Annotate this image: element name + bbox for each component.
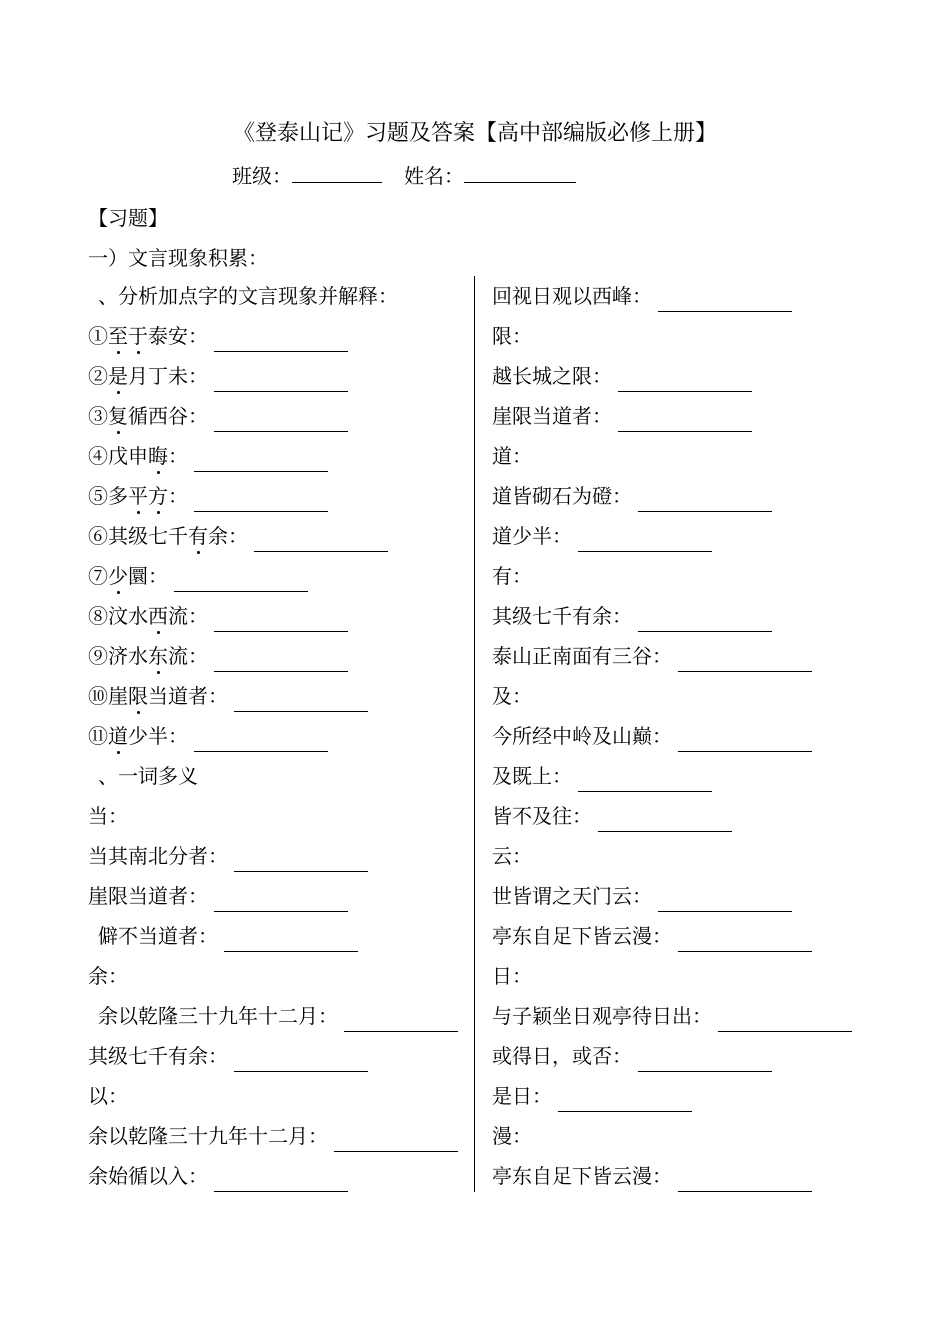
exercise-prompt: 道： (492, 444, 532, 468)
answer-blank[interactable] (598, 809, 732, 832)
answer-blank[interactable] (194, 729, 328, 752)
exercise-prompt: 日： (492, 964, 532, 988)
exercise-row (492, 640, 852, 680)
exercise-prompt: 有： (492, 564, 532, 588)
exercise-prompt: 回视日观以西峰： (492, 284, 652, 308)
exercise-prompt: 漫： (492, 1124, 532, 1148)
exercise-row (492, 1080, 852, 1120)
exercise-row (88, 280, 458, 320)
answer-blank[interactable] (678, 729, 812, 752)
answer-blank[interactable] (194, 449, 328, 472)
answer-blank[interactable] (678, 649, 812, 672)
exercise-row (492, 1160, 852, 1200)
left-column (88, 280, 458, 1200)
exercise-prompt: ⑤多平方： (88, 484, 188, 508)
exercise-prompt: 亭东自足下皆云漫： (492, 1164, 672, 1188)
exercise-row (88, 680, 458, 720)
answer-blank[interactable] (658, 289, 792, 312)
exercise-row (88, 440, 458, 480)
exercise-prompt: 其级七千有余： (88, 1044, 228, 1068)
exercise-row (492, 520, 852, 560)
exercise-row (492, 840, 852, 880)
answer-blank[interactable] (174, 569, 308, 592)
answer-blank[interactable] (658, 889, 792, 912)
exercise-row (88, 1000, 458, 1040)
exercise-row (88, 480, 458, 520)
exercise-row (88, 320, 458, 360)
exercise-prompt: 越长城之限： (492, 364, 612, 388)
exercise-row (88, 760, 458, 800)
exercise-prompt: 其级七千有余： (492, 604, 632, 628)
exercise-row (492, 360, 852, 400)
section-heading: 【习题】 (88, 206, 168, 230)
exercise-prompt: 与子颖坐日观亭待日出： (492, 1004, 712, 1028)
exercise-prompt: 余： (88, 964, 128, 988)
exercise-row (492, 880, 852, 920)
answer-blank[interactable] (224, 929, 358, 952)
answer-blank[interactable] (638, 489, 772, 512)
exercise-row (492, 1000, 852, 1040)
exercise-row (88, 520, 458, 560)
exercise-row (88, 600, 458, 640)
exercise-row (492, 1040, 852, 1080)
exercise-prompt: 或得日，或否： (492, 1044, 632, 1068)
answer-blank[interactable] (214, 889, 348, 912)
answer-blank[interactable] (194, 489, 328, 512)
exercise-row (492, 600, 852, 640)
answer-blank[interactable] (234, 849, 368, 872)
exercise-row (88, 1160, 458, 1200)
exercise-prompt: 僻不当道者： (98, 924, 218, 948)
exercise-row (492, 680, 852, 720)
exercise-prompt: 泰山正南面有三谷： (492, 644, 672, 668)
answer-blank[interactable] (214, 1169, 348, 1192)
exercise-prompt: 今所经中岭及山巅： (492, 724, 672, 748)
exercise-row (88, 920, 458, 960)
exercise-row (492, 480, 852, 520)
exercise-prompt: 道少半： (492, 524, 572, 548)
exercise-row (88, 1080, 458, 1120)
exercise-prompt: ⑦少圜： (88, 564, 168, 588)
exercise-prompt: 皆不及往： (492, 804, 592, 828)
exercise-row (492, 560, 852, 600)
exercise-prompt: 余以乾隆三十九年十二月： (98, 1004, 338, 1028)
exercise-prompt: 崖限当道者： (492, 404, 612, 428)
name-label: 姓名： (404, 164, 464, 188)
right-column (492, 280, 852, 1200)
exercise-prompt: ②是月丁未： (88, 364, 208, 388)
answer-blank[interactable] (214, 329, 348, 352)
exercise-prompt: ③复循西谷： (88, 404, 208, 428)
answer-blank[interactable] (214, 409, 348, 432)
exercise-prompt: ⑩崖限当道者： (88, 684, 228, 708)
exercise-prompt: 限： (492, 324, 532, 348)
answer-blank[interactable] (718, 1009, 852, 1032)
exercise-prompt: 当： (88, 804, 128, 828)
exercise-prompt: 及： (492, 684, 532, 708)
exercise-row (88, 880, 458, 920)
answer-blank[interactable] (638, 1049, 772, 1072)
subsection-heading: 一）文言现象积累： (88, 246, 268, 270)
exercise-prompt: ⑧汶水西流： (88, 604, 208, 628)
exercise-row (492, 720, 852, 760)
exercise-prompt: 余以乾隆三十九年十二月： (88, 1124, 328, 1148)
exercise-row (492, 440, 852, 480)
answer-blank[interactable] (578, 769, 712, 792)
answer-blank[interactable] (344, 1009, 458, 1032)
answer-blank[interactable] (678, 1169, 812, 1192)
exercise-prompt: 亭东自足下皆云漫： (492, 924, 672, 948)
exercise-prompt: ①至于泰安： (88, 324, 208, 348)
exercise-row (88, 800, 458, 840)
name-field[interactable] (464, 160, 576, 183)
student-info (232, 160, 576, 189)
exercise-prompt: ⑪道少半： (88, 724, 188, 748)
exercise-prompt: 当其南北分者： (88, 844, 228, 868)
class-field[interactable] (292, 160, 382, 183)
exercise-row (492, 960, 852, 1000)
exercise-prompt: 及既上： (492, 764, 572, 788)
exercise-prompt: 余始循以入： (88, 1164, 208, 1188)
exercise-row (492, 800, 852, 840)
answer-blank[interactable] (678, 929, 812, 952)
answer-blank[interactable] (618, 369, 752, 392)
exercise-prompt: 、一词多义 (98, 764, 198, 788)
exercise-row (88, 400, 458, 440)
exercise-row (88, 840, 458, 880)
exercise-row (492, 760, 852, 800)
exercise-row (88, 640, 458, 680)
exercise-row (88, 720, 458, 760)
exercise-prompt: 崖限当道者： (88, 884, 208, 908)
exercise-row (492, 320, 852, 360)
page-title: 《登泰山记》习题及答案【高中部编版必修上册】 (232, 121, 717, 146)
answer-blank[interactable] (578, 529, 712, 552)
exercise-row (492, 400, 852, 440)
class-label: 班级： (232, 164, 292, 188)
exercise-row (88, 360, 458, 400)
answer-blank[interactable] (214, 609, 348, 632)
exercise-row (88, 560, 458, 600)
column-divider (474, 276, 475, 1192)
exercise-prompt: 以： (88, 1084, 128, 1108)
exercise-prompt: 、分析加点字的文言现象并解释： (98, 284, 398, 308)
exercise-row (492, 1120, 852, 1160)
exercise-row (88, 1120, 458, 1160)
exercise-prompt: ④戊申晦： (88, 444, 188, 468)
exercise-prompt: 云： (492, 844, 532, 868)
answer-blank[interactable] (234, 1049, 368, 1072)
exercise-row (492, 920, 852, 960)
exercise-prompt: 道皆砌石为磴： (492, 484, 632, 508)
answer-blank[interactable] (214, 649, 348, 672)
exercise-row (492, 280, 852, 320)
exercise-row (88, 960, 458, 1000)
exercise-prompt: 世皆谓之天门云： (492, 884, 652, 908)
answer-blank[interactable] (334, 1129, 458, 1152)
exercise-prompt: 是日： (492, 1084, 552, 1108)
answer-blank[interactable] (618, 409, 752, 432)
answer-blank[interactable] (214, 369, 348, 392)
exercise-prompt: ⑥其级七千有余： (88, 524, 248, 548)
answer-blank[interactable] (558, 1089, 692, 1112)
answer-blank[interactable] (254, 529, 388, 552)
exercise-prompt: ⑨济水东流： (88, 644, 208, 668)
answer-blank[interactable] (234, 689, 368, 712)
exercise-row (88, 1040, 458, 1080)
answer-blank[interactable] (638, 609, 772, 632)
